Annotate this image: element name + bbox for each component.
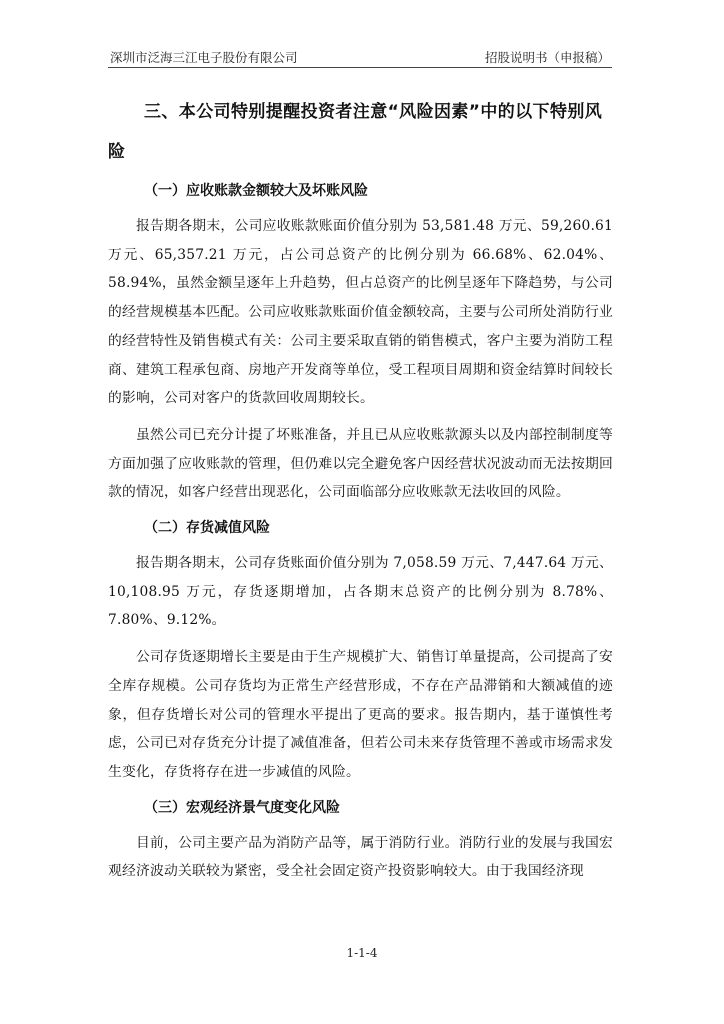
- paragraph: 目前，公司主要产品为消防产品等，属于消防行业。消防行业的发展与我国宏观经济波动关联较为紧密，受全社会固定资产投资影响较大。由于我国经济现: [108, 834, 613, 880]
- document-body: [108, 92, 613, 894]
- risk-heading-inventory: （二）存货减值风险: [144, 520, 270, 537]
- risk-heading-receivables: （一）应收账款金额较大及坏账风险: [144, 183, 368, 199]
- header-divider: [108, 67, 612, 68]
- paragraph: 公司存货逐期增长主要是由于生产规模扩大、销售订单量提高，公司提高了安全库存规模。公司存货均为正常生产经营形成，不存在产品滞销和大额减值的迹象，但存货增长对公司的管理水平提出了更高的要求。报告期内，基于谨慎性考虑，公司已对存货充分计提了减值准备，但若公司未来存货管理不善或市场需求发生变化，存货将存在进一步减值的风险。: [108, 649, 613, 780]
- page-number: 1-1-4: [346, 946, 378, 960]
- paragraph: 报告期各期末，公司应收账款账面价值分别为 53,581.48 万元、59,260.61 万元、65,357.21 万元，占公司总资产的比例分别为 66.68%、62.04%、58.94%，虽然金额呈逐年上升趋势，但占总资产的比例呈逐年下降趋势，与公司的经营规模基本匹配。公司应收账款账面价值金额较高，主要与公司所处消防行业的经营特性及销售模式有关：公司主要采取直销的销售模式，客户主要为消防工程商、建筑工程承包商、房地产开发商等单位，受工程项目周期和资金结算时间较长的影响，公司对客户的货款回收周期较长。: [108, 218, 613, 407]
- paragraph: 虽然公司已充分计提了坏账准备，并且已从应收账款源头以及内部控制制度等方面加强了应收账款的管理，但仍难以完全避免客户因经营状况波动而无法按期回款的情况，如客户经营出现恶化，公司面临部分应收账款无法收回的风险。: [108, 426, 613, 501]
- risk-heading-macroeconomy: （三）宏观经济景气度变化风险: [144, 799, 340, 816]
- section-title: 三、本公司特别提醒投资者注意“风险因素”中的以下特别风险: [108, 102, 603, 162]
- header-document-type: 招股说明书（申报稿）: [484, 50, 610, 65]
- header-company-name: 深圳市泛海三江电子股份有限公司: [110, 50, 298, 65]
- paragraph: 报告期各期末，公司存货账面价值分别为 7,058.59 万元、7,447.64 万元、10,108.95 万元，存货逐期增加，占各期末总资产的比例分别为 8.78%、7.80%、9.12%。: [108, 555, 613, 629]
- page-header: [108, 48, 612, 66]
